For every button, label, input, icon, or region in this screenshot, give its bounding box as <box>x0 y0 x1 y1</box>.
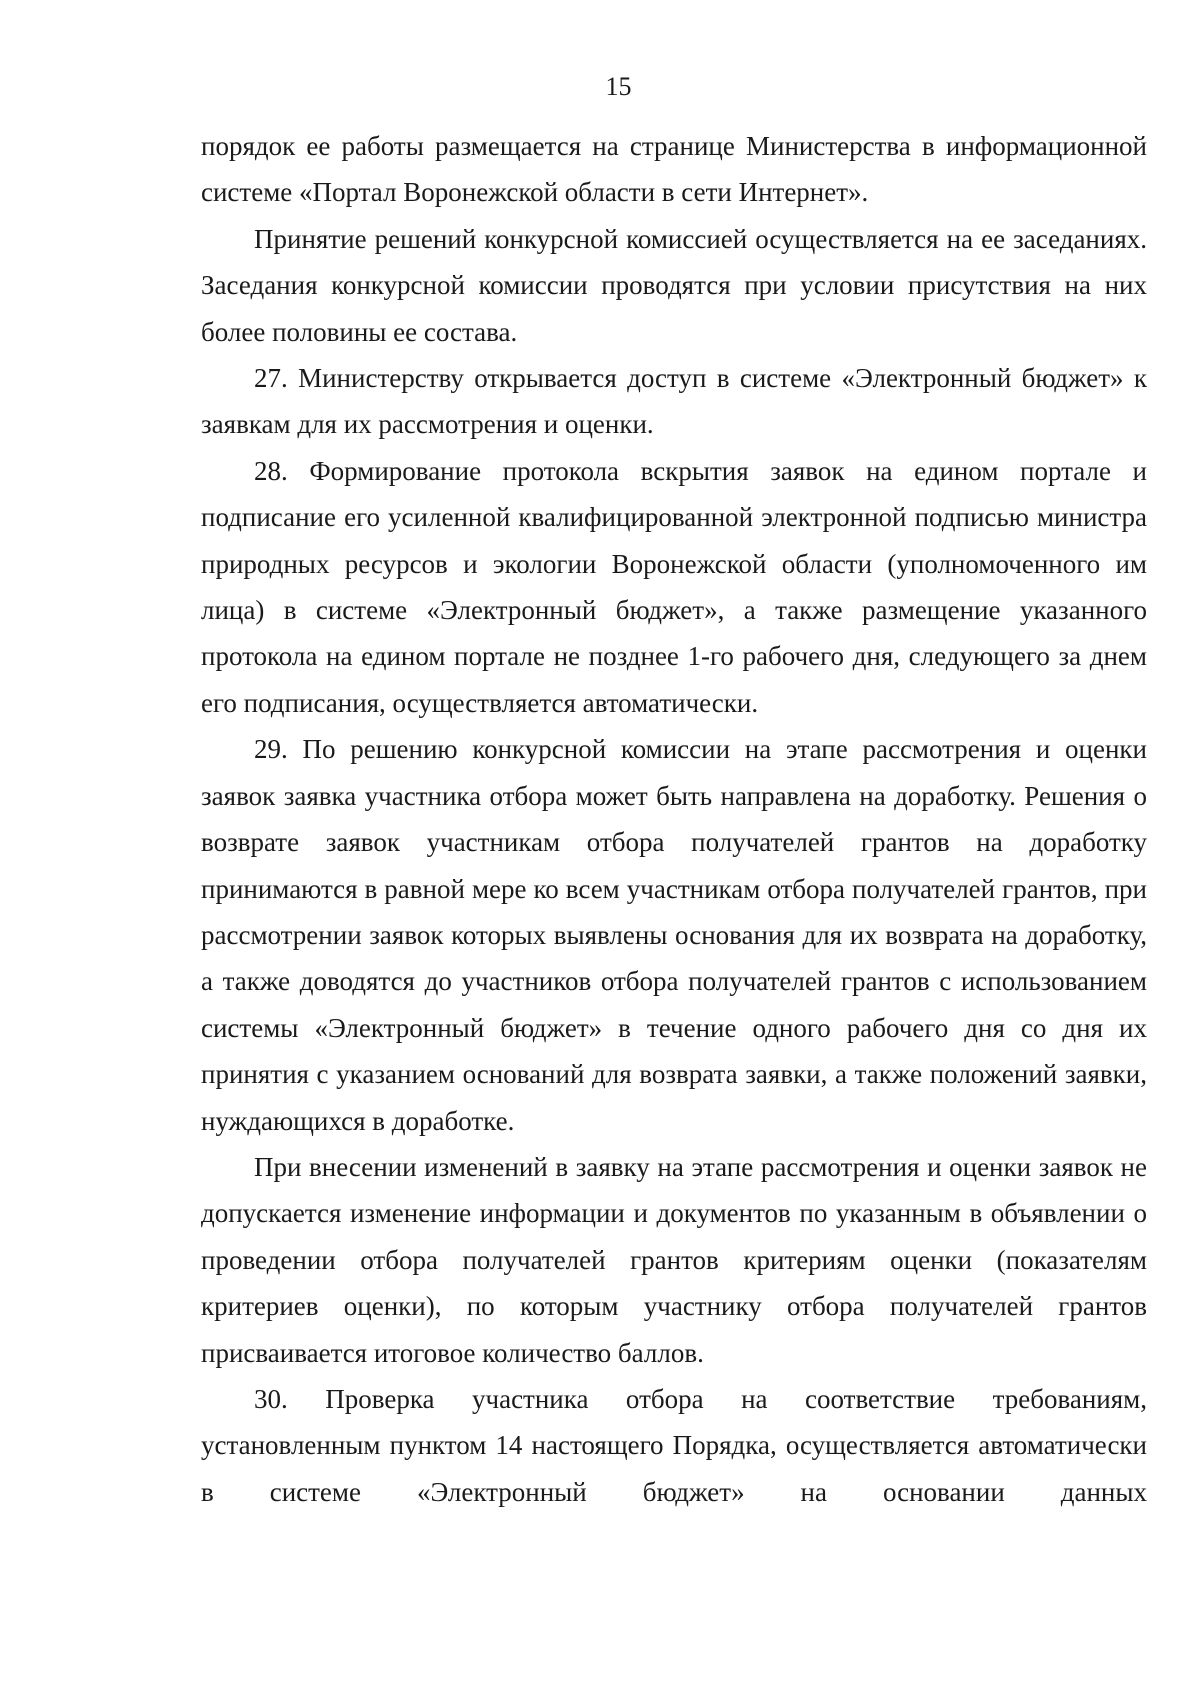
paragraph-30: 30. Проверка участника отбора на соответствие требованиям, установленным пунктом 14 настоящего Порядка, осуществляется автоматически в системе «Электронный бюджет» на основании данных <box>201 1383 1147 1507</box>
paragraph-continuation: порядок ее работы размещается на странице Министерства в информационной системе «Портал Воронежской области в сети Интернет». <box>201 131 1147 208</box>
document-body <box>201 123 1147 1515</box>
paragraph-27: 27. Министерству открывается доступ в системе «Электронный бюджет» к заявкам для их рассмотрения и оценки. <box>201 363 1147 440</box>
paragraph-changes-to-application: При внесении изменений в заявку на этапе рассмотрения и оценки заявок не допускается изменение информации и документов по указанным в объявлении о проведении отбора получателей грантов критериям оценки (показателям критериев оценки), по которым участнику отбора получателей грантов присваивается итоговое количество баллов. <box>201 1151 1147 1368</box>
page-number: 15 <box>605 72 632 101</box>
paragraph-29: 29. По решению конкурсной комиссии на этапе рассмотрения и оценки заявок заявка участника отбора может быть направлена на доработку. Решения о возврате заявок участникам отбора получателей грантов на доработку принимаются в равной мере ко всем участникам отбора получателей грантов, при рассмотрении заявок которых выявлены основания для их возврата на доработку, а также доводятся до участников отбора получателей грантов с использованием системы «Электронный бюджет» в течение одного рабочего дня со дня их принятия с указанием оснований для возврата заявки, а также положений заявки, нуждающихся в доработке. <box>201 734 1147 1136</box>
paragraph-28: 28. Формирование протокола вскрытия заявок на едином портале и подписание его усиленной квалифицированной электронной подписью министра природных ресурсов и экологии Воронежской области (уполномоченного им лица) в системе «Электронный бюджет», а также размещение указанного протокола на едином портале не позднее 1-го рабочего дня, следующего за днем его подписания, осуществляется автоматически. <box>201 455 1147 718</box>
paragraph-commission-meetings: Принятие решений конкурсной комиссией осуществляется на ее заседаниях. Заседания конкурсной комиссии проводятся при условии присутствия на них более половины ее состава. <box>201 223 1147 347</box>
